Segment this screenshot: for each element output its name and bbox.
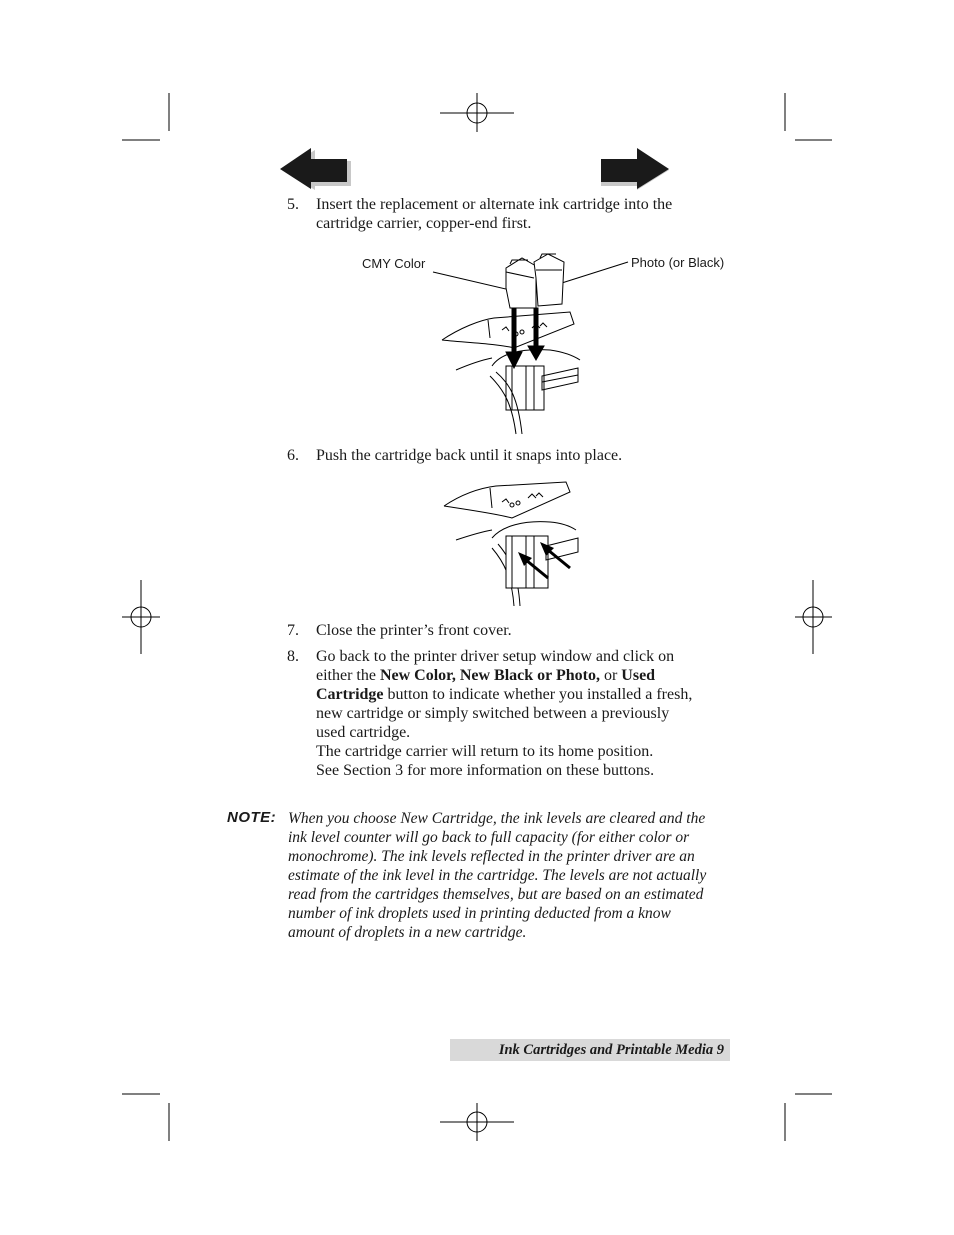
- insert-cartridge-illustration: [430, 248, 640, 436]
- note-line: monochrome). The ink levels reflected in the printer driver are an: [288, 848, 695, 865]
- step-line: The cartridge carrier will return to its home position.: [316, 743, 654, 760]
- step-line: Go back to the printer driver setup window and click on: [316, 648, 675, 665]
- button-name-cartridge: Cartridge: [316, 686, 384, 703]
- footer-text: Ink Cartridges and Printable Media 9: [498, 1042, 724, 1058]
- note-line: number of ink droplets used in printing deducted from a know: [288, 905, 671, 922]
- button-name-used: Used: [621, 667, 656, 684]
- note-body: [288, 809, 728, 942]
- note-line: When you choose New Cartridge, the ink levels are cleared and the: [288, 810, 706, 827]
- note-label: NOTE:: [227, 809, 277, 826]
- step-text: [316, 647, 736, 780]
- step-line: Insert the replacement or alternate ink cartridge into the: [316, 196, 673, 213]
- note-line: ink level counter will go back to full capacity (for either color or: [288, 829, 690, 846]
- step-line: [316, 666, 736, 685]
- page-footer: [450, 1039, 730, 1061]
- step-line: [316, 685, 736, 704]
- step-line: cartridge carrier, copper-end first.: [316, 215, 532, 232]
- note-line: estimate of the ink level in the cartridge. The levels are not actually: [288, 867, 707, 884]
- step-line: new cartridge or simply switched between a previously: [316, 705, 670, 722]
- next-page-button[interactable]: [600, 147, 672, 191]
- note-line: amount of droplets in a new cartridge.: [288, 924, 527, 941]
- prev-page-button[interactable]: [279, 147, 351, 191]
- step-line: See Section 3 for more information on these buttons.: [316, 762, 655, 779]
- note-line: read from the cartridges themselves, but are based on an estimated: [288, 886, 704, 903]
- step-text: Close the printer’s front cover.: [316, 622, 512, 639]
- figure-label-cmy: CMY Color: [362, 256, 426, 271]
- step-text-span: or: [599, 667, 622, 684]
- step-line: used cartridge.: [316, 724, 411, 741]
- left-arrow-icon: [280, 148, 351, 190]
- step-number: 8.: [287, 648, 299, 665]
- step-number: 5.: [287, 196, 299, 213]
- step-text-span: button to indicate whether you installed a fresh,: [383, 686, 693, 703]
- figure-label-photo: Photo (or Black): [631, 255, 725, 270]
- push-cartridge-illustration: [440, 480, 590, 610]
- button-name-new: New Color, New Black or Photo,: [379, 667, 600, 684]
- step-text-span: either the: [316, 667, 380, 684]
- step-number: 6.: [287, 447, 299, 464]
- step-number: 7.: [287, 622, 299, 639]
- step-text: Push the cartridge back until it snaps into place.: [316, 447, 623, 464]
- step-text: [316, 195, 736, 233]
- right-arrow-icon: [601, 148, 669, 190]
